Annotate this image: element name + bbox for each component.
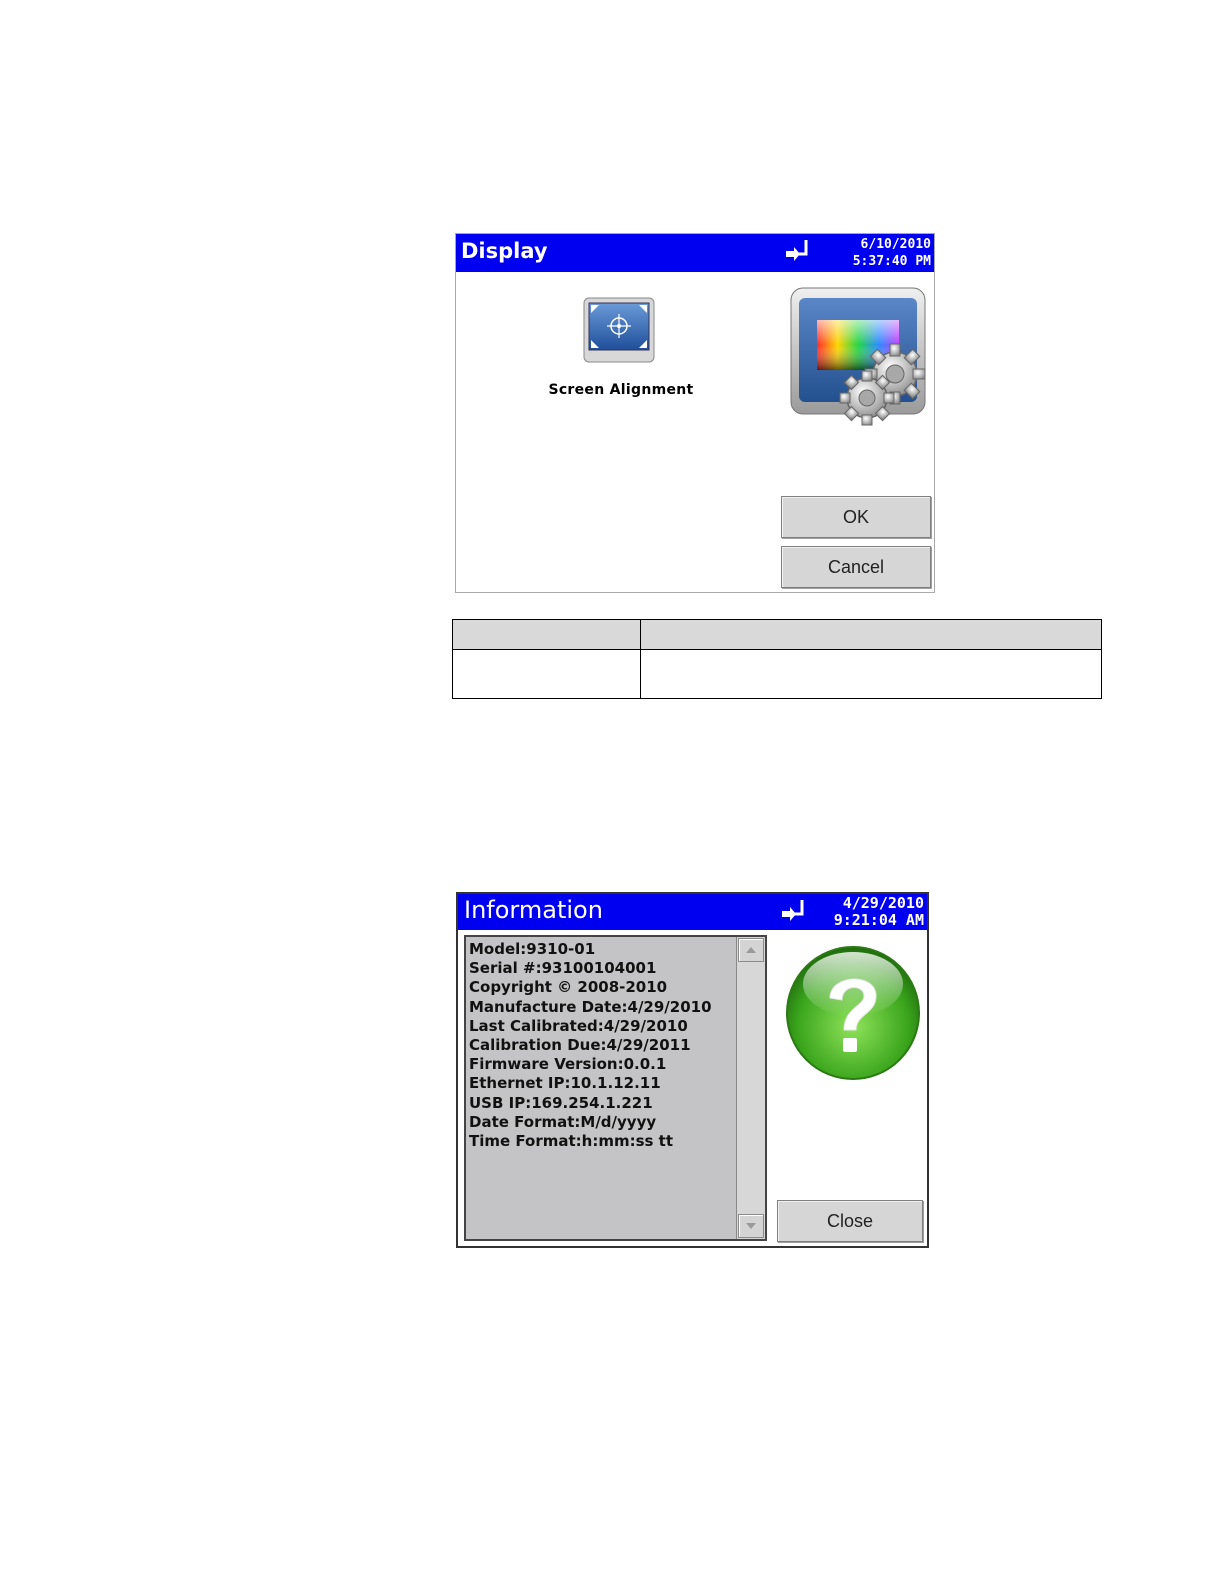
screen-alignment-label[interactable]: Screen Alignment	[548, 382, 694, 398]
table-header-row	[453, 620, 1102, 650]
display-titlebar	[456, 234, 934, 272]
info-lines-list	[469, 940, 712, 1151]
arrow-down-icon	[745, 1222, 757, 1230]
information-window	[456, 892, 929, 1248]
table-cell	[453, 650, 641, 699]
enter-arrow-icon[interactable]	[784, 237, 814, 265]
screen-alignment-icon[interactable]	[583, 297, 655, 365]
info-text-box[interactable]	[464, 935, 767, 1241]
info-titlebar	[458, 894, 927, 930]
arrow-up-icon	[745, 946, 757, 954]
info-line-ethernet-ip: Ethernet IP:10.1.12.11	[469, 1074, 661, 1093]
info-time: 9:21:04 AM	[833, 911, 924, 929]
info-line-last-calibrated: Last Calibrated:4/29/2010	[469, 1016, 688, 1035]
info-line-date-format: Date Format:M/d/yyyy	[469, 1112, 657, 1131]
scroll-down-button[interactable]	[738, 1214, 764, 1238]
info-line-copyright: Copyright © 2008-2010	[469, 978, 668, 997]
info-line-serial: Serial #:93100104001	[469, 959, 657, 978]
info-line-usb-ip: USB IP:169.254.1.221	[469, 1093, 653, 1112]
info-line-firmware-version: Firmware Version:0.0.1	[469, 1055, 667, 1074]
display-time: 5:37:40 PM	[852, 254, 931, 269]
display-date: 6/10/2010	[860, 237, 931, 252]
close-button[interactable]: Close	[777, 1200, 923, 1242]
table-row	[453, 650, 1102, 699]
info-datetime	[834, 895, 924, 929]
cancel-button[interactable]: Cancel	[781, 546, 931, 588]
info-line-calibration-due: Calibration Due:4/29/2011	[469, 1036, 691, 1055]
info-line-time-format: Time Format:h:mm:ss tt	[469, 1132, 674, 1151]
display-datetime	[853, 236, 931, 270]
table-cell	[641, 650, 1102, 699]
enter-arrow-icon[interactable]	[780, 897, 810, 925]
info-date: 4/29/2010	[842, 894, 924, 912]
info-line-manufacture-date: Manufacture Date:4/29/2010	[469, 997, 712, 1016]
table-header-cell	[453, 620, 641, 650]
info-scrollbar[interactable]	[736, 937, 765, 1239]
ok-button[interactable]: OK	[781, 496, 931, 538]
scroll-up-button[interactable]	[738, 938, 764, 962]
help-question-icon	[784, 944, 922, 1082]
display-title: Display	[461, 239, 548, 263]
table-header-cell	[641, 620, 1102, 650]
info-title: Information	[464, 896, 603, 924]
info-line-model: Model:9310-01	[469, 940, 596, 958]
display-settings-icon	[789, 286, 929, 428]
parameter-table	[452, 619, 1102, 699]
display-window	[455, 233, 935, 593]
